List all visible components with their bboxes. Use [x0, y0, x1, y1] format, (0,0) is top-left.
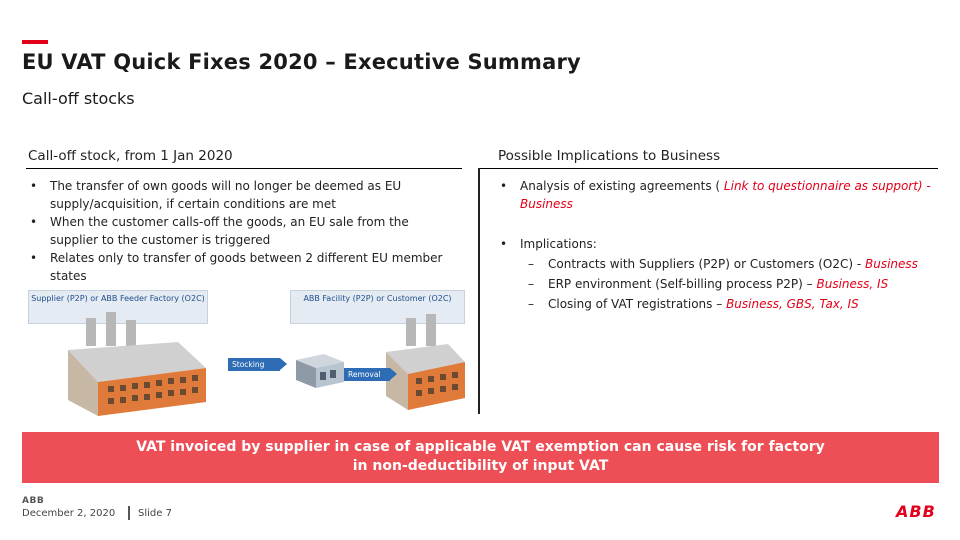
warehouse-icon [296, 354, 344, 388]
left-bullet-3: • Relates only to transfer of goods between 2 different EU member states [28, 249, 458, 285]
implication-vat-owner: Business, GBS, Tax, IS [726, 297, 859, 311]
risk-banner [22, 432, 939, 483]
abb-factory-icon [386, 314, 465, 410]
removal-arrow: Removal [344, 368, 390, 381]
right-column-rule [480, 168, 938, 169]
questionnaire-link[interactable]: Link to questionnaire as support) - Business [520, 179, 931, 211]
risk-banner-line-2: in non-deductibility of input VAT [352, 458, 609, 474]
footer-separator [128, 506, 130, 520]
implication-erp-owner: Business, IS [816, 277, 889, 291]
right-bullet-2 [498, 235, 938, 313]
risk-banner-line-1: VAT invoiced by supplier in case of applicable VAT exemption can cause risk for factory [136, 439, 825, 455]
left-bullet-2: • When the customer calls-off the goods, an EU sale from the supplier to the customer is triggered [28, 213, 458, 249]
implication-erp-text: ERP environment (Self-billing process P2P) – [548, 277, 813, 291]
left-column-rule [26, 168, 462, 169]
column-divider [478, 168, 480, 414]
left-bullet-list [28, 177, 458, 285]
implication-vat-registrations [520, 295, 938, 313]
right-bullet-1 [498, 177, 938, 213]
stocking-arrow: Stocking [228, 358, 280, 371]
implication-contracts-owner: Business [865, 257, 918, 271]
right-column-heading: Possible Implications to Business [498, 148, 721, 164]
right-bullet-1-text: Analysis of existing agreements ( [520, 179, 721, 193]
implication-contracts-text: Contracts with Suppliers (P2P) or Customers (O2C) - [548, 257, 862, 271]
footer-abb-logo-small: ABB [22, 496, 45, 506]
supplier-factory-icon [68, 312, 206, 416]
abb-facility-box-label: ABB Facility (P2P) or Customer (O2C) [303, 294, 452, 303]
right-bullet-2-text: Implications: [520, 237, 597, 251]
right-bullet-list [498, 177, 938, 335]
slide-subtitle: Call-off stocks [22, 89, 135, 108]
left-column-heading: Call-off stock, from 1 Jan 2020 [28, 148, 233, 164]
call-off-stock-diagram [28, 290, 465, 418]
accent-bar [22, 40, 48, 44]
implication-vat-text: Closing of VAT registrations – [548, 297, 723, 311]
implication-contracts [520, 255, 938, 273]
footer-date: December 2, 2020 [22, 508, 116, 519]
factories-illustration [28, 290, 465, 418]
footer-slide-number: Slide 7 [138, 508, 172, 519]
supplier-box-label: Supplier (P2P) or ABB Feeder Factory (O2C) [31, 294, 205, 303]
abb-logo: ABB [896, 502, 936, 521]
implications-sublist [520, 255, 938, 313]
implication-erp [520, 275, 938, 293]
slide-title: EU VAT Quick Fixes 2020 – Executive Summary [22, 50, 581, 74]
left-bullet-1: • The transfer of own goods will no longer be deemed as EU supply/acquisition, if certain conditions are met [28, 177, 458, 213]
